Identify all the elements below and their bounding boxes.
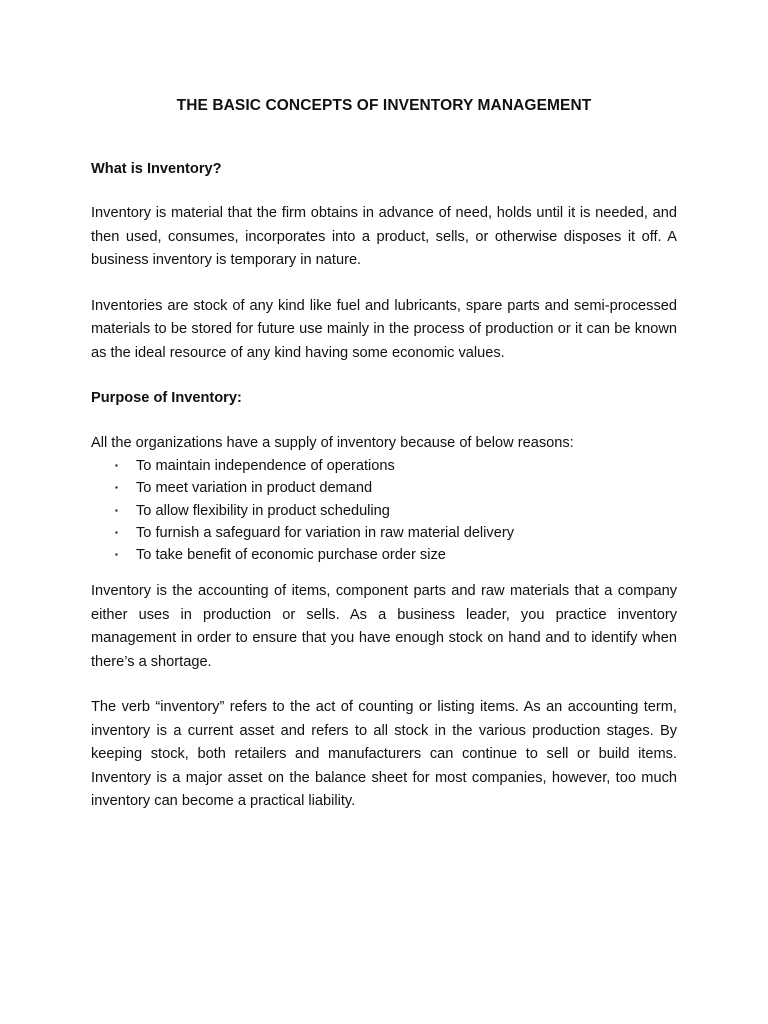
square-bullet-icon: ▪ [115, 550, 118, 560]
paragraph-purpose-intro: All the organizations have a supply of inventory because of below reasons: [91, 434, 574, 451]
list-item-text: To allow flexibility in product scheduling [136, 502, 390, 519]
paragraph-inventories-stock: Inventories are stock of any kind like fuel and lubricants, spare parts and semi-processed materials to be stored for future use mainly in the process of production or it can be known as the ideal resource of any kind having some economic values. [91, 297, 677, 361]
list-item [91, 455, 677, 477]
square-bullet-icon: ▪ [115, 483, 118, 493]
list-item [91, 477, 677, 499]
list-item [91, 544, 677, 566]
square-bullet-icon: ▪ [115, 527, 118, 537]
list-item-text: To meet variation in product demand [136, 480, 373, 497]
paragraph-inventory-definition: Inventory is material that the firm obtains in advance of need, holds until it is needed, and then used, consumes, incorporates into a product, sells, or otherwise disposes it off. A business inventory is temporary in nature. [91, 205, 677, 268]
list-item-text: To take benefit of economic purchase order size [136, 547, 446, 564]
list-item-text: To maintain independence of operations [136, 458, 395, 474]
paragraph-inventory-accounting: Inventory is the accounting of items, component parts and raw materials that a company either uses in production or sells. As a business leader, you practice inventory management in order to ensure that you have enough stock on hand and to identify when there’s a shortage. [91, 583, 677, 670]
square-bullet-icon: ▪ [115, 505, 118, 515]
purpose-list [91, 455, 677, 566]
document-title: THE BASIC CONCEPTS OF INVENTORY MANAGEMENT [176, 97, 592, 114]
document-body [91, 94, 677, 836]
square-bullet-icon: ▪ [115, 461, 118, 470]
list-item [91, 500, 677, 522]
section-heading-what-is-inventory: What is Inventory? [91, 160, 222, 177]
paragraph-verb-inventory: The verb “inventory” refers to the act of counting or listing items. As an accounting term, inventory is a current asset and refers to all stock in the various production stages. By keeping stock, both retailers and manufacturers can continue to sell or build items. Inventory is a major asset on the balance sheet for most companies, however, too much inventory can become a practical liability. [91, 699, 677, 810]
list-item-text: To furnish a safeguard for variation in raw material delivery [136, 524, 514, 541]
list-item [91, 522, 677, 544]
section-heading-purpose-of-inventory: Purpose of Inventory: [91, 390, 242, 406]
